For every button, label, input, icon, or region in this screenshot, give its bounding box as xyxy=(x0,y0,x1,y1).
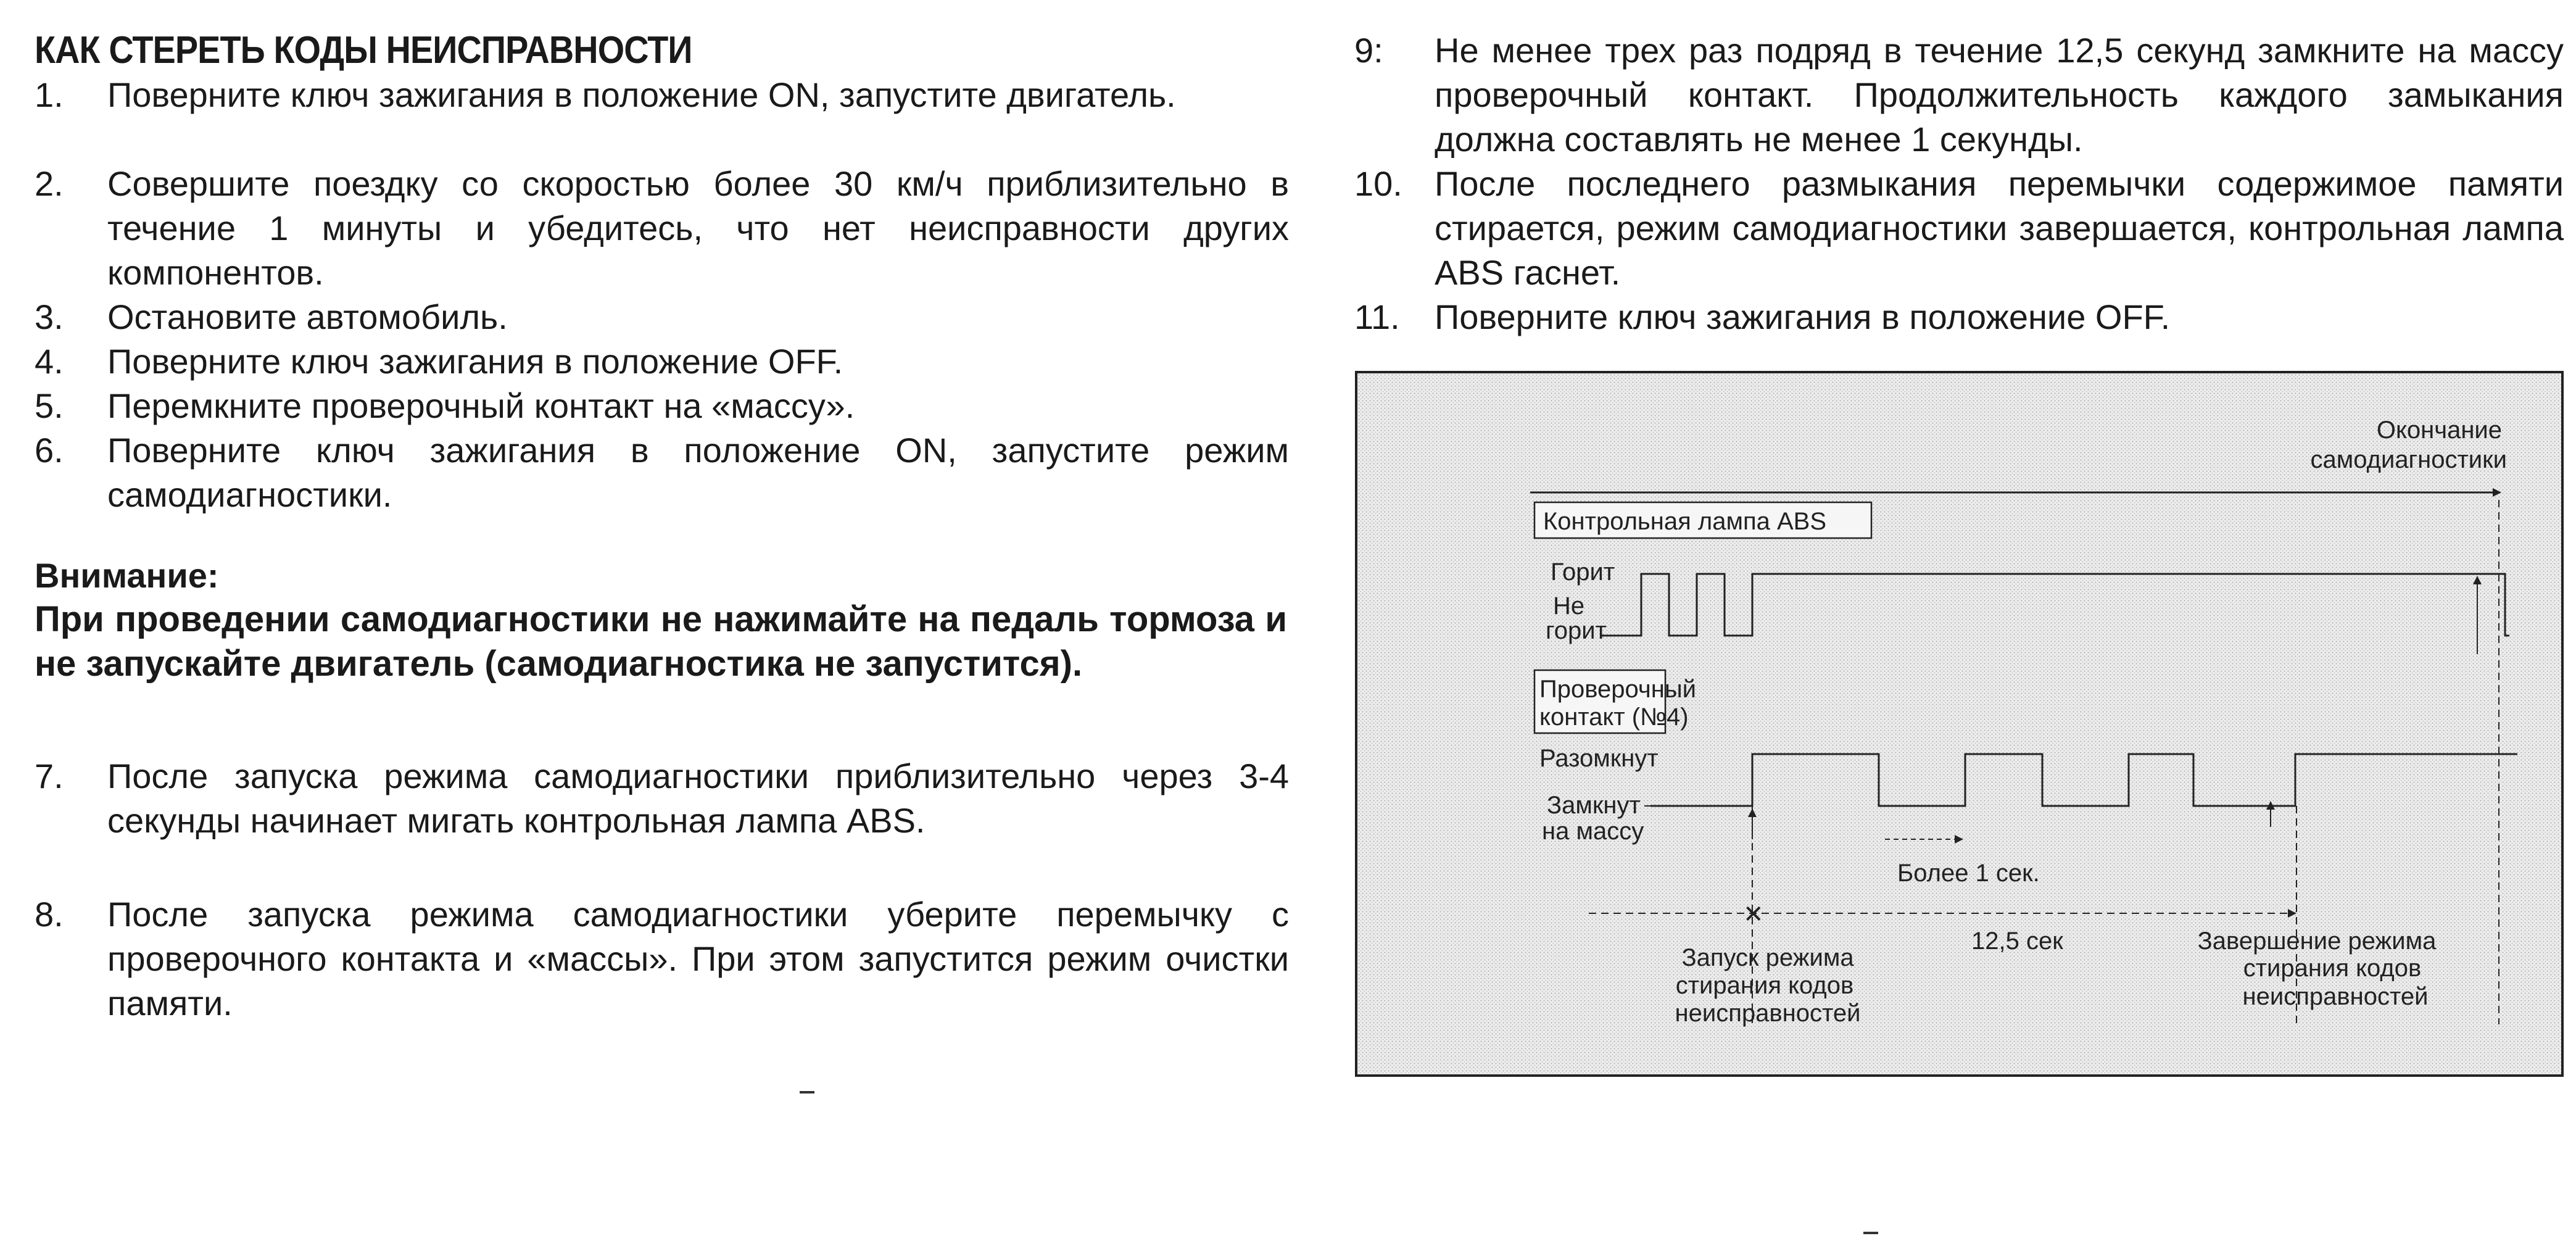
step-number: 10. xyxy=(1354,164,1402,203)
step-number: 5. xyxy=(35,386,64,425)
step-text: Перемкните проверочный контакт на «массу». xyxy=(107,386,855,425)
timing-diagram xyxy=(1354,370,2567,1080)
lamp-off-label-1: Не xyxy=(1553,592,1585,620)
step-text: Поверните ключ зажигания в положение OFF. xyxy=(107,342,843,381)
step-text: Поверните ключ зажигания в положение ON, запустите режим самодиагностики. xyxy=(107,431,1289,514)
step-text: После последнего размыкания перемычки содержимое памяти стирается, режим самодиагностики завершается, контрольная лампа ABS гаснет. xyxy=(1435,164,2564,292)
lamp-on-label: Горит xyxy=(1551,558,1615,586)
duration-label: 12,5 сек xyxy=(1971,927,2063,955)
step-number: 7. xyxy=(35,757,64,795)
step-number: 2. xyxy=(35,164,64,203)
step-number: 9: xyxy=(1354,31,1383,70)
lamp-box-label: Контрольная лампа ABS xyxy=(1543,508,1827,535)
step-text: Поверните ключ зажигания в положение OFF. xyxy=(1435,297,2171,336)
end-label-line2: самодиагностики xyxy=(2310,446,2507,473)
ground-label-1: Замкнут xyxy=(1547,792,1641,819)
start-label-1: Запуск режима xyxy=(1681,944,1854,971)
step-number: 3. xyxy=(35,297,64,336)
start-x-mark: ✕ xyxy=(1743,901,1764,928)
finish-label-2: стирания кодов xyxy=(2243,955,2422,982)
ground-label-2: на массу xyxy=(1542,818,1644,845)
step-number: 1. xyxy=(35,75,64,114)
step-number: 4. xyxy=(35,342,64,381)
step-text: Остановите автомобиль. xyxy=(107,297,508,336)
step-text: После запуска режима самодиагностики уберите перемычку с проверочного контакта и «массы». При этом запустится режим очистки памяти. xyxy=(107,895,1289,1023)
step-number: 11. xyxy=(1354,297,1400,336)
page-mark xyxy=(1863,1232,1878,1234)
step-text: После запуска режима самодиагностики приблизительно через 3-4 секунды начинает мигать контрольная лампа ABS. xyxy=(107,757,1289,840)
end-label-line1: Окончание xyxy=(2376,417,2502,444)
contact-box-line1: Проверочный xyxy=(1539,676,1696,703)
step-number: 6. xyxy=(35,431,64,470)
step-text: Поверните ключ зажигания в положение ON, запустите двигатель. xyxy=(107,75,1176,114)
lamp-off-label-2: горит xyxy=(1546,617,1607,644)
more-1sec-label: Более 1 сек. xyxy=(1897,860,2040,887)
open-label: Разомкнут xyxy=(1539,745,1659,772)
notice-text: При проведении самодиагностики не нажимайте на педаль тормоза и не запускайте двигатель (самодиагностика не запустится). xyxy=(35,599,1287,684)
page-mark xyxy=(800,1091,814,1093)
start-label-2: стирания кодов xyxy=(1675,972,1854,999)
contact-box-line2: контакт (№4) xyxy=(1539,703,1689,731)
step-text: Не менее трех раз подряд в течение 12,5 секунд замкните на массу проверочный контакт. Продолжительность каждого замыкания должна составлять не менее 1 секунды. xyxy=(1435,31,2564,159)
finish-label-3: неисправностей xyxy=(2242,983,2429,1010)
step-number: 8. xyxy=(35,895,64,934)
section-title: КАК СТЕРЕТЬ КОДЫ НЕИСПРАВНОСТИ xyxy=(35,29,692,72)
step-text: Совершите поездку со скоростью более 30 км/ч приблизительно в течение 1 минуты и убедитесь, что нет неисправности других компонентов. xyxy=(107,164,1289,292)
start-label-3: неисправностей xyxy=(1675,1000,1861,1027)
finish-label-1: Завершение режима xyxy=(2197,927,2437,955)
notice-label: Внимание: xyxy=(35,556,219,595)
